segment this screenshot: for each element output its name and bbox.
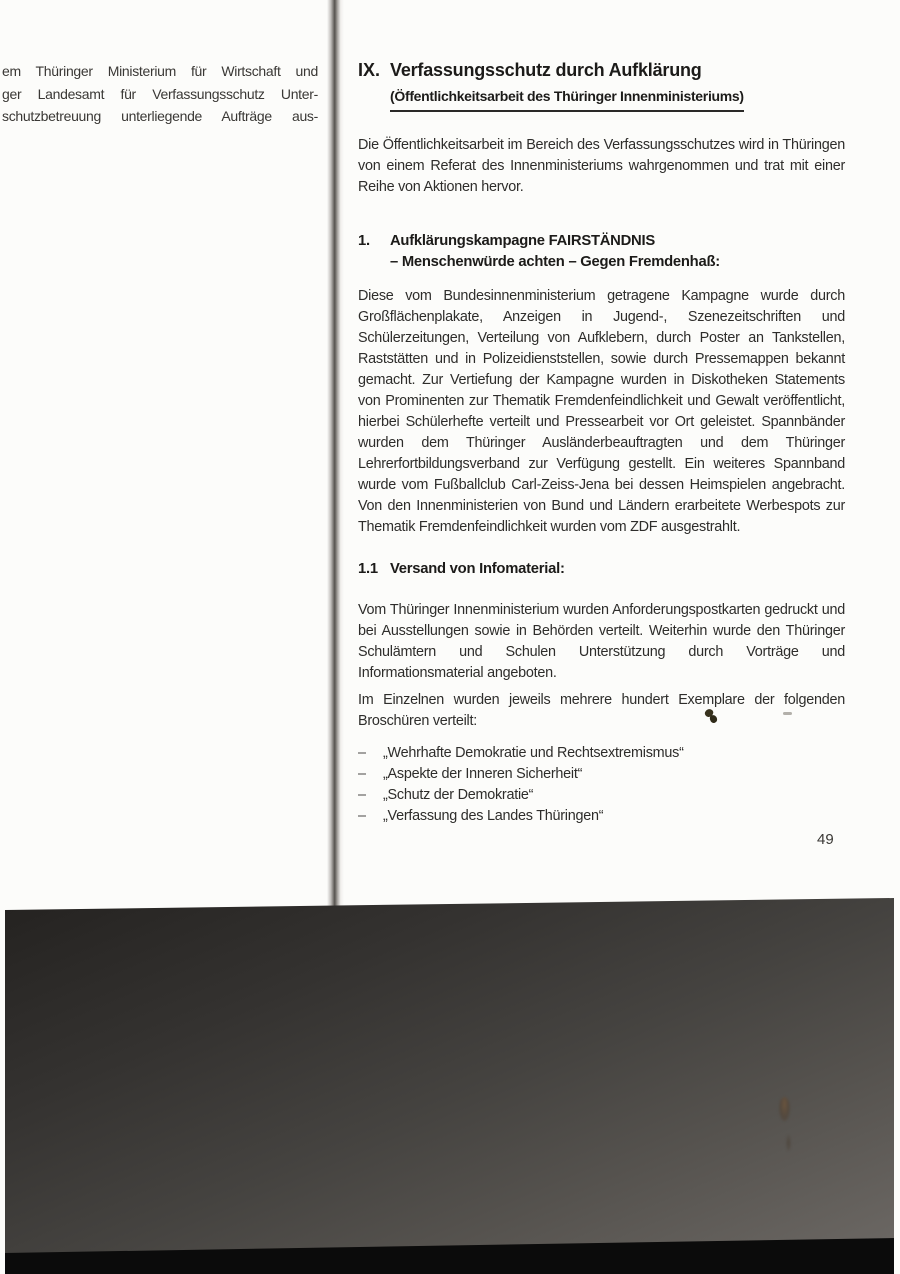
chapter-title: Verfassungsschutz durch Aufklärung — [390, 60, 702, 80]
page-number: 49 — [817, 831, 834, 848]
page-fold-shadow — [327, 0, 344, 906]
list-dash: – — [358, 745, 366, 761]
left-page-line: schutzbetreuung unterliegende Aufträge aus- — [2, 108, 318, 125]
section-1-1-number: 1.1 — [358, 561, 378, 577]
scan-dark-region — [5, 897, 894, 1274]
chapter-subtitle: (Öffentlichkeitsarbeit des Thüringer Innenministeriums) — [390, 88, 744, 112]
brochure-list-item — [358, 808, 845, 824]
section-1-1-paragraph: Vom Thüringer Innenministerium wurden Anforderungspostkarten gedruckt und bei Ausstellungen sowie in Behörden verteilt. Weiterhin wurde den Thüringer Schulämtern und Schulen Unterstützung durch Vorträge und Informationsmaterial angeboten. — [358, 602, 845, 681]
intro-paragraph: Die Öffentlichkeitsarbeit im Bereich des Verfassungsschutzes wird in Thüringen von einem Referat des Innenministeriums wahrgenommen und trat mit einer Reihe von Aktionen hervor. — [358, 137, 845, 195]
scan-smudge — [779, 1097, 790, 1121]
brochure-title: „Wehrhafte Demokratie und Rechtsextremismus“ — [383, 745, 684, 761]
brochure-list-item — [358, 745, 845, 761]
section-1-heading-line-1: Aufklärungskampagne FAIRSTÄNDNIS — [390, 233, 655, 249]
section-1-paragraph: Diese vom Bundesinnenministerium getragene Kampagne wurde durch Großflächenplakate, Anzeigen in Jugend-, Szenezeitschriften und Schülerzeitungen, Verteilung von Aufklebern, durch Poster an Tankstellen, Raststätten und in Polizeidienststellen, sowie durch Pressemappen bekannt gemacht. Zur Vertiefung der Kampagne wurden in Diskotheken Statements von Prominenten zur Thematik Fremdenfeindlichkeit und Gewalt veröffentlicht, hierbei Schülerhefte verteilt und Pressearbeit vor Ort geleistet. Spannbänder wurden dem Thüringer Ausländerbeauftragten und dem Thüringer Lehrerfortbildungsverband zur Verfügung gestellt. Ein weiteres Spannband wurde vom Fußballclub Carl-Zeiss-Jena bei dessen Heimspielen angebracht. Von den Innenministerien von Bund und Ländern erarbeitete Werbespots zur Thematik Fremdenfeindlichkeit wurden vom ZDF ausgestrahlt. — [358, 288, 845, 535]
list-dash: – — [358, 766, 366, 782]
left-page-line: ger Landesamt für Verfassungsschutz Unter- — [2, 85, 318, 102]
section-1-heading — [358, 231, 858, 273]
distribution-paragraph: Im Einzelnen wurden jeweils mehrere hundert Exemplare der folgenden Broschüren verteilt: — [358, 692, 845, 729]
scan-speck — [783, 712, 792, 715]
section-1-heading-lines — [390, 231, 720, 273]
section-1-1-heading-text: Versand von Infomaterial: — [390, 561, 565, 577]
brochure-title: „Verfassung des Landes Thüringen“ — [383, 808, 604, 824]
chapter-heading — [358, 60, 858, 112]
chapter-number: IX. — [358, 60, 381, 80]
brochure-title: „Aspekte der Inneren Sicherheit“ — [383, 766, 583, 782]
chapter-title-block — [390, 60, 744, 112]
section-1-heading-line-2: – Menschenwürde achten – Gegen Fremdenhaß: — [390, 254, 720, 270]
left-page-line: em Thüringer Ministerium für Wirtschaft und — [2, 63, 318, 79]
section-1-number: 1. — [358, 233, 370, 249]
list-dash: – — [358, 787, 366, 803]
brochure-title: „Schutz der Demokratie“ — [383, 787, 534, 803]
list-dash: – — [358, 808, 366, 824]
left-page-text-fragment — [2, 60, 318, 128]
scan-smudge — [786, 1135, 791, 1151]
brochure-list-item — [358, 787, 845, 803]
scan-black-band — [5, 1236, 894, 1274]
section-1-1-heading — [358, 559, 858, 580]
brochure-list-item — [358, 766, 845, 782]
